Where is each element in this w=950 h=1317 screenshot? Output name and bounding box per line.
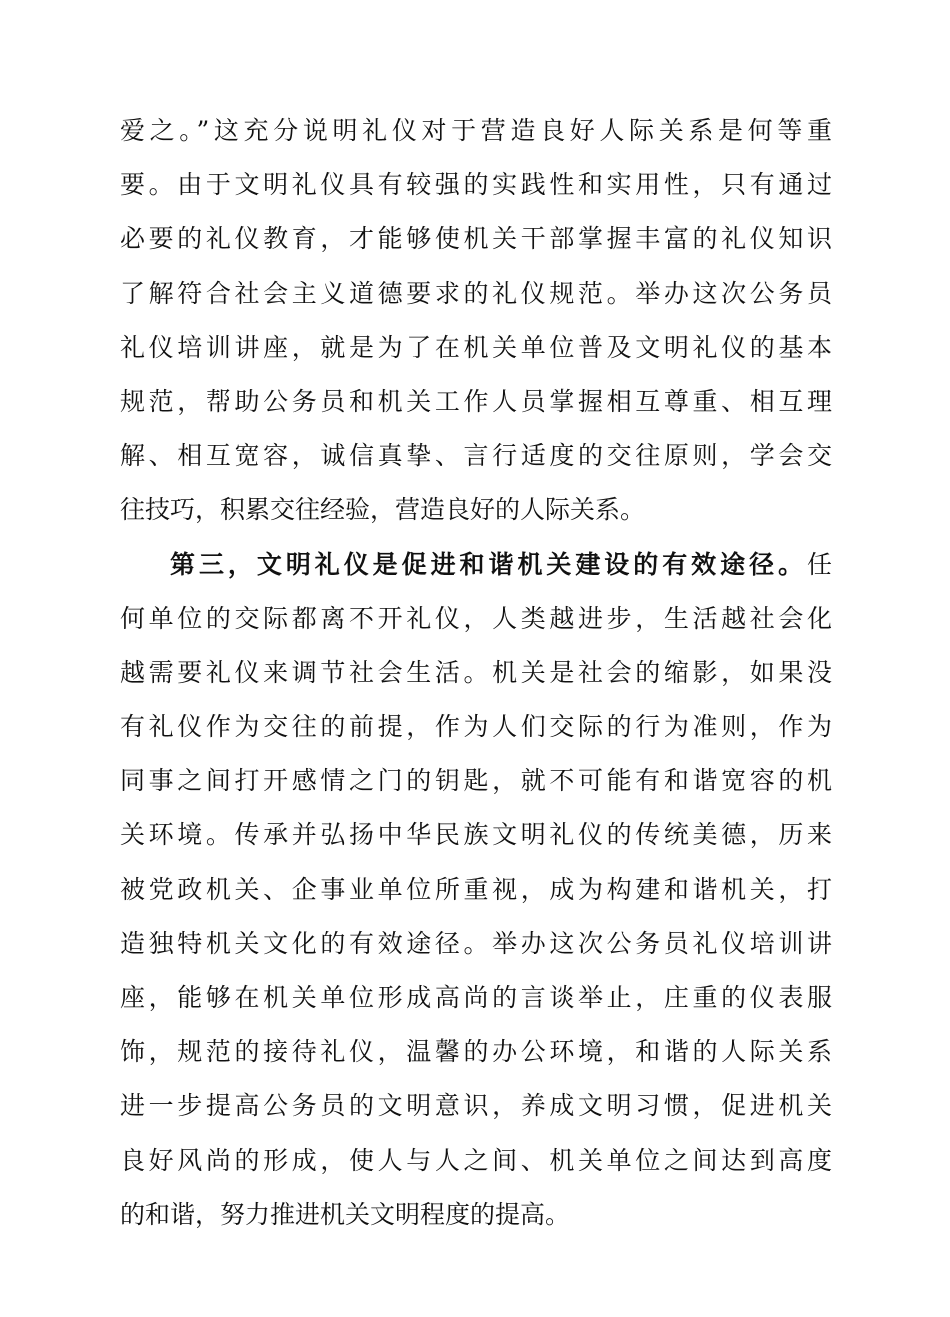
paragraph-line: 要。由于文明礼仪具有较强的实践性和实用性，只有通过 [120, 170, 832, 200]
paragraph-line: 良好风尚的形成，使人与人之间、机关单位之间达到高度 [120, 1145, 832, 1175]
paragraph-line: 了解符合社会主义道德要求的礼仪规范。举办这次公务员 [120, 278, 832, 308]
paragraph-text: 任 [806, 549, 832, 579]
section-heading-line [120, 538, 832, 592]
paragraph-line: 座，能够在机关单位形成高尚的言谈举止，庄重的仪表服 [120, 983, 832, 1012]
paragraph-line: 被党政机关、企事业单位所重视，成为构建和谐机关，打 [120, 874, 832, 904]
paragraph-line: 爱之。”这充分说明礼仪对于营造良好人际关系是何等重 [120, 116, 832, 145]
paragraph-line: 解、相互宽容，诚信真挚、言行适度的交往原则，学会交 [120, 441, 832, 471]
paragraph-line: 往技巧，积累交往经验，营造良好的人际关系。 [120, 495, 646, 525]
paragraph-line: 何单位的交际都离不开礼仪，人类越进步，生活越社会化 [120, 603, 832, 633]
paragraph-line: 规范，帮助公务员和机关工作人员掌握相互尊重、相互理 [120, 386, 832, 416]
paragraph-line: 的和谐，努力推进机关文明程度的提高。 [120, 1199, 571, 1229]
paragraph-line: 越需要礼仪来调节社会生活。机关是社会的缩影，如果没 [120, 657, 832, 687]
document-body [120, 104, 832, 1242]
paragraph-line: 礼仪培训讲座，就是为了在机关单位普及文明礼仪的基本 [120, 332, 832, 362]
paragraph-line: 有礼仪作为交往的前提，作为人们交际的行为准则，作为 [120, 712, 832, 742]
paragraph-line: 造独特机关文化的有效途径。举办这次公务员礼仪培训讲 [120, 928, 832, 958]
section-heading: 第三，文明礼仪是促进和谐机关建设的有效途径。 [170, 549, 807, 579]
paragraph-line: 进一步提高公务员的文明意识，养成文明习惯，促进机关 [120, 1091, 832, 1121]
paragraph-line: 饰，规范的接待礼仪，温馨的办公环境，和谐的人际关系 [120, 1037, 832, 1067]
paragraph-line: 同事之间打开感情之门的钥匙，就不可能有和谐宽容的机 [120, 766, 832, 796]
paragraph-line: 关环境。传承并弘扬中华民族文明礼仪的传统美德，历来 [120, 820, 832, 850]
paragraph-line: 必要的礼仪教育，才能够使机关干部掌握丰富的礼仪知识 [120, 224, 832, 254]
